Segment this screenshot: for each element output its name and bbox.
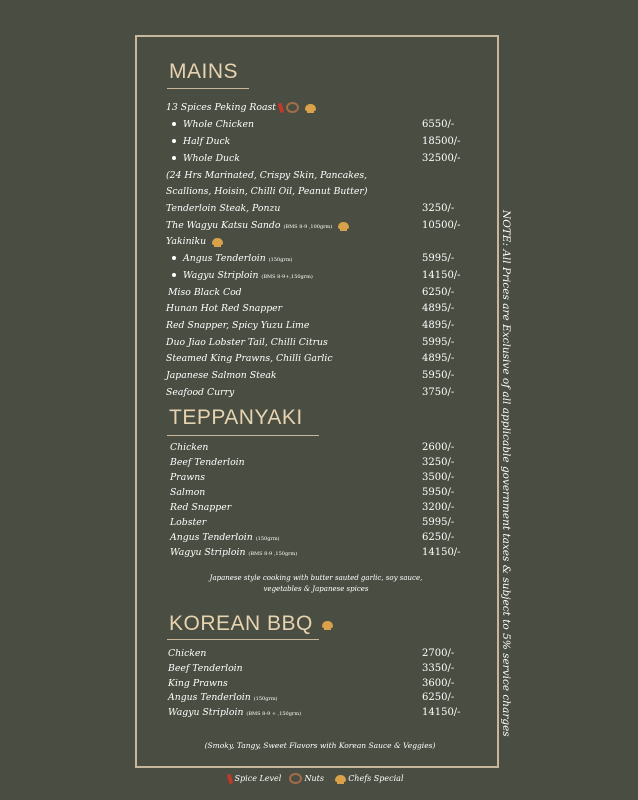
korean-bbq-label: KOREAN BBQ — [169, 612, 313, 635]
item-price: 3500/- — [422, 472, 455, 483]
bullet-icon — [172, 156, 176, 160]
teppanyaki-heading: TEPPANYAKI — [169, 406, 303, 429]
item-price: 6250/- — [422, 532, 455, 543]
item-price: 3250/- — [422, 203, 455, 214]
chili-icon — [227, 773, 233, 784]
menu-item — [170, 532, 280, 543]
peking-roast-title — [166, 102, 316, 113]
menu-item: Hunan Hot Red Snapper — [166, 303, 283, 314]
legend — [228, 773, 404, 784]
item-note: (150grm) — [268, 257, 293, 263]
menu-item — [172, 153, 240, 164]
chef-hat-icon — [305, 104, 316, 111]
menu-item — [172, 270, 313, 281]
menu-item: Beef Tenderloin — [170, 457, 245, 468]
item-price: 5950/- — [422, 370, 455, 381]
item-price: 6250/- — [422, 287, 455, 298]
peking-description-line2: Scallions, Hoisin, Chilli Oil, Peanut Butter) — [166, 186, 368, 197]
bullet-icon — [172, 139, 176, 143]
chili-icon — [278, 102, 284, 113]
item-price: 5950/- — [422, 487, 455, 498]
item-label: Angus Tenderloin — [183, 253, 266, 264]
item-price: 2600/- — [422, 442, 455, 453]
chef-hat-icon — [212, 238, 223, 245]
item-price: 6550/- — [422, 119, 455, 130]
item-price: 3600/- — [422, 678, 455, 689]
item-price: 3750/- — [422, 387, 455, 398]
menu-item: Japanese Salmon Steak — [166, 370, 277, 381]
korean-bbq-heading-rule — [167, 639, 319, 640]
chef-hat-icon — [322, 621, 333, 628]
item-label: Wagyu Striploin — [168, 707, 244, 718]
teppanyaki-note-line2: vegetables & Japanese spices — [263, 585, 369, 593]
menu-item: Chicken — [170, 442, 209, 453]
item-note: (BMS 8-9+,150grm) — [261, 274, 313, 280]
item-price: 14150/- — [422, 547, 461, 558]
item-price: 6250/- — [422, 692, 455, 703]
item-price: 32500/- — [422, 153, 461, 164]
item-price: 14150/- — [422, 707, 461, 718]
item-note: (150grm) — [253, 696, 278, 702]
menu-item: Duo Jiao Lobster Tail, Chilli Citrus — [166, 337, 328, 348]
item-label: Wagyu Striploin — [183, 270, 259, 281]
nut-icon — [286, 102, 299, 113]
menu-item: Prawns — [170, 472, 205, 483]
chef-hat-icon — [335, 775, 346, 782]
menu-item: Beef Tenderloin — [168, 663, 243, 674]
korean-bbq-note: (Smoky, Tangy, Sweet Flavors with Korean Sauce & Veggies) — [204, 741, 436, 750]
item-price: 4895/- — [422, 303, 455, 314]
item-price: 3350/- — [422, 663, 455, 674]
menu-item: Chicken — [168, 648, 207, 659]
item-price: 3200/- — [422, 502, 455, 513]
item-label: Angus Tenderloin — [168, 692, 251, 703]
menu-item — [172, 253, 293, 264]
item-price: 5995/- — [422, 253, 455, 264]
item-note: (BMS 8-9 + ,150grm) — [246, 711, 302, 717]
teppanyaki-heading-rule — [167, 435, 319, 436]
item-label: Half Duck — [183, 136, 231, 147]
item-note: (BMS 8-9 ,100grm) — [283, 224, 333, 230]
legend-chef-label: Chefs Special — [348, 774, 404, 783]
chef-hat-icon — [338, 222, 349, 229]
menu-item — [166, 220, 349, 231]
item-price: 4895/- — [422, 320, 455, 331]
legend-spice-label: Spice Level — [234, 774, 282, 783]
item-price: 14150/- — [422, 270, 461, 281]
menu-item: Lobster — [170, 517, 207, 528]
menu-item — [172, 119, 254, 130]
item-price: 18500/- — [422, 136, 461, 147]
menu-item — [170, 547, 297, 558]
item-label: The Wagyu Katsu Sando — [166, 220, 281, 231]
item-label: Yakiniku — [166, 236, 207, 247]
item-note: (150grm) — [255, 536, 280, 542]
menu-item — [172, 136, 230, 147]
bullet-icon — [172, 256, 176, 260]
mains-heading: MAINS — [169, 60, 239, 83]
menu-item: Red Snapper, Spicy Yuzu Lime — [166, 320, 310, 331]
teppanyaki-note-line1: Japanese style cooking with butter sauted garlic, soy sauce, — [209, 574, 423, 582]
peking-description-line1: (24 Hrs Marinated, Crispy Skin, Pancakes, — [166, 170, 368, 181]
menu-item: Salmon — [170, 487, 206, 498]
menu-item: Tenderloin Steak, Ponzu — [166, 203, 281, 214]
menu-item — [168, 707, 301, 718]
menu-item: Red Snapper — [170, 502, 232, 513]
item-price: 10500/- — [422, 220, 461, 231]
tax-note: NOTE: All Prices are Exclusive of all applicable government taxes & subject to 5% service charges — [500, 210, 512, 737]
menu-item: Seafood Curry — [166, 387, 235, 398]
item-label: Whole Duck — [183, 153, 240, 164]
item-price: 2700/- — [422, 648, 455, 659]
menu-item: King Prawns — [168, 678, 228, 689]
peking-roast-label: 13 Spices Peking Roast — [166, 102, 277, 113]
yakiniku-title — [166, 236, 223, 247]
item-note: (BMS 8-9 ,150grm) — [248, 551, 298, 557]
bullet-icon — [172, 122, 176, 126]
menu-item — [168, 692, 278, 703]
bullet-icon — [172, 273, 176, 277]
mains-heading-rule — [167, 88, 249, 89]
item-price: 5995/- — [422, 337, 455, 348]
nut-icon — [289, 773, 302, 784]
menu-item: Steamed King Prawns, Chilli Garlic — [166, 353, 333, 364]
item-price: 4895/- — [422, 353, 455, 364]
item-price: 5995/- — [422, 517, 455, 528]
item-label: Whole Chicken — [183, 119, 254, 130]
item-price: 3250/- — [422, 457, 455, 468]
korean-bbq-heading — [169, 612, 333, 636]
legend-nuts-label: Nuts — [304, 774, 324, 783]
menu-item: Miso Black Cod — [168, 287, 242, 298]
item-label: Wagyu Striploin — [170, 547, 246, 558]
item-label: Angus Tenderloin — [170, 532, 253, 543]
